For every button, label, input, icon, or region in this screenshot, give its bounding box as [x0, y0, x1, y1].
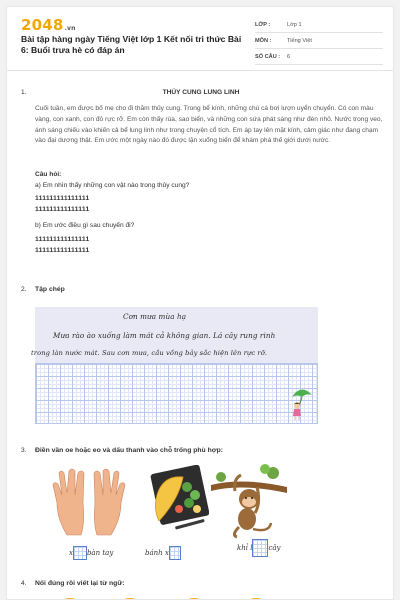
document-title: Bài tập hàng ngày Tiếng Việt lớp 1 Kết nối tri thức Bài 6: Buổi trưa hè có đáp án [21, 34, 242, 55]
site-logo[interactable]: 2048.vn [21, 16, 76, 34]
fill-box-2[interactable] [169, 546, 181, 560]
question-title-4: Nối đúng rồi viết lại từ ngữ: [35, 580, 125, 587]
worksheet-header [7, 7, 394, 71]
meta-row-grade: LỚP : Lớp 1 [255, 17, 383, 33]
copy-line-2: Mưa rào ào xuống làm mát cả không gian. Lá cây rung rinh [53, 331, 276, 340]
fill-item-2: bánh x [145, 546, 181, 560]
answer-line-b1[interactable]: 111111111111111 [35, 236, 90, 243]
questions-label: Câu hỏi: [35, 171, 62, 178]
fill-box-3[interactable] [252, 539, 268, 557]
worksheet-page [6, 6, 394, 600]
meta-row-question-count: SỐ CÂU : 6 [255, 49, 383, 65]
fill-item-1: x bàn tay [69, 546, 113, 560]
open-hands-icon [51, 463, 127, 539]
copy-line-3: trong làn nước mát. Sau cơn mưa, cầu vồng bảy sắc hiện lên rực rỡ. [31, 349, 268, 357]
question-title-3: Điền vần oe hoặc eo và dấu thanh vào chỗ trống phù hợp: [35, 447, 223, 454]
story-passage: Cuối tuần, em được bố mẹ cho đi thăm thủy cung. Trong bể kính, những chú cá bơi lượn uyển chuyển. Có con màu vàng, con xanh, con đỏ rực rỡ. Em còn thấy rùa, sao biển, và những con sứa phát sáng như đèn nhỏ. Nước trong veo, ánh sáng chiếu vào khiến cả bể lung linh như trong chuyện cổ tích. Em áp tay lên mặt kính, cảm giác như đang chạm vào đại dương thật. Em ước một ngày nào đó được lặn xuống biển để khám phá thế giới dưới nước. [35, 105, 383, 145]
meta-row-subject: MÔN : Tiếng Việt [255, 33, 383, 49]
question-number-4: 4. [21, 580, 27, 587]
meta-table [255, 17, 383, 65]
story-title: THÚY CUNG LUNG LINH [162, 89, 240, 96]
question-number-3: 3. [21, 447, 27, 454]
answer-line-a1[interactable]: 111111111111111 [35, 195, 90, 202]
question-number-2: 2. [21, 286, 27, 293]
question-title-2: Tập chép [35, 286, 65, 293]
fill-box-1[interactable] [73, 546, 87, 560]
answer-line-b2[interactable]: 111111111111111 [35, 247, 90, 254]
answer-line-a2[interactable]: 111111111111111 [35, 206, 90, 213]
girl-umbrella-icon [288, 385, 314, 421]
copy-line-1: Cơn mưa mùa hạ [123, 312, 187, 321]
writing-grid[interactable] [35, 363, 318, 424]
question-number-1: 1. [21, 89, 27, 96]
question-a: a) Em nhìn thấy những con vật nào trong thủy cung? [35, 182, 190, 189]
fill-item-3: khỉ l cây [237, 539, 281, 557]
monkey-climbing-icon [211, 463, 287, 539]
question-b: b) Em ước điều gì sau chuyến đi? [35, 222, 135, 229]
banh-xeo-icon [149, 465, 209, 535]
